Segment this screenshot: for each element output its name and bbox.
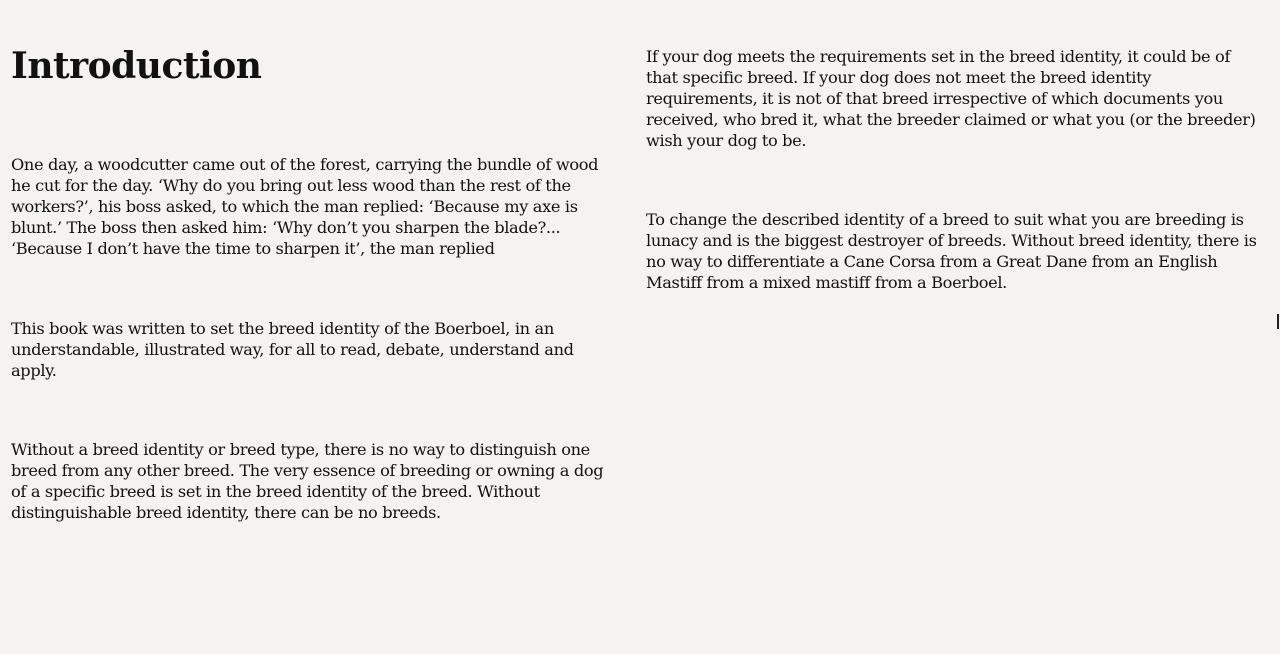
paragraph-meets-requirements: If your dog meets the requirements set in the breed identity, it could be of that specific breed. If your dog does not meet the breed identity requirements, it is not of that breed irrespective of which documents you received, who bred it, what the breeder claimed or what you (or the breeder) wish your dog to be. bbox=[646, 47, 1256, 150]
paragraph-breed-identity: Without a breed identity or breed type, there is no way to distinguish one breed from any other breed. The very essence of breeding or owning a dog of a specific breed is set in the breed identity of the breed. Without distinguishable breed identity, there can be no breeds. bbox=[11, 440, 604, 522]
paragraph-book-purpose: This book was written to set the breed identity of the Boerboel, in an understandable, illustrated way, for all to read, debate, understand and apply. bbox=[11, 319, 574, 380]
page-title: Introduction bbox=[11, 45, 262, 87]
paragraph-changing-identity: To change the described identity of a breed to suit what you are breeding is lunacy and is the biggest destroyer of breeds. Without breed identity, there is no way to differentiate a Cane Corsa from a Great Dane from an English Mastiff from a mixed mastiff from a Boerboel. bbox=[646, 210, 1257, 292]
text-cursor bbox=[1277, 314, 1279, 329]
paragraph-woodcutter-story: One day, a woodcutter came out of the forest, carrying the bundle of wood he cut for the day. ‘Why do you bring out less wood than the rest of the workers?’, his boss asked, to which the man replied: ‘Because my axe is blunt.’ The boss then asked him: ‘Why don’t you sharpen the blade?... ‘Because I don’t have the time to sharpen it’, the man replied bbox=[11, 155, 599, 258]
